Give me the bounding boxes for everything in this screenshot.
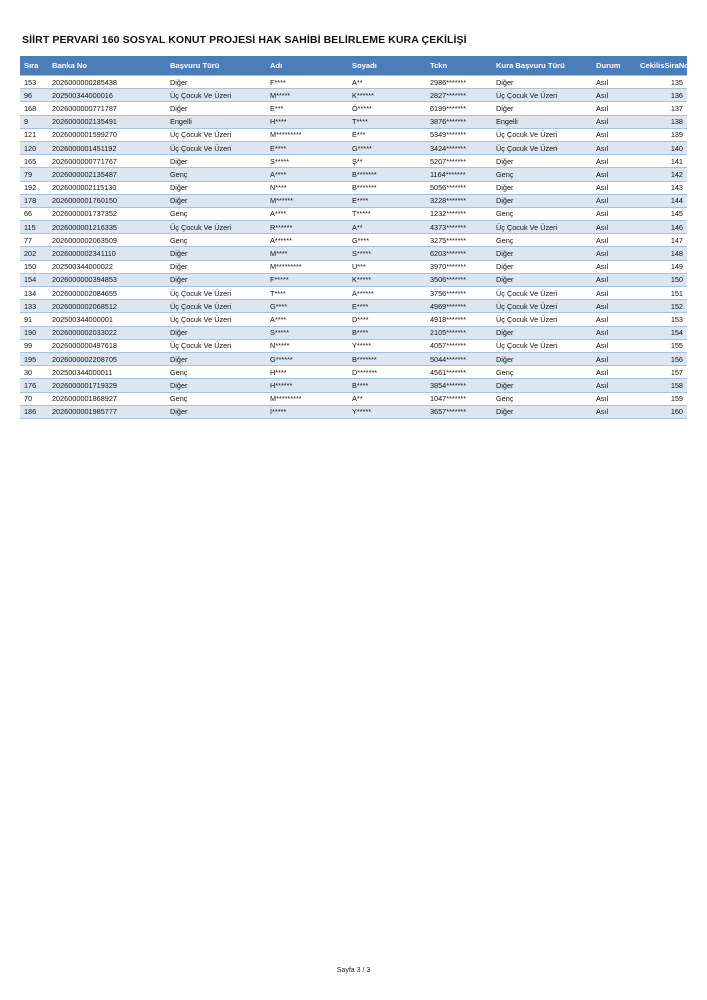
- column-header-adi: Adı: [266, 56, 348, 76]
- table-row: [20, 405, 687, 418]
- cell-kura-basvuru-turu: Üç Çocuk Ve Üzeri: [492, 221, 592, 234]
- cell-basvuru-turu: Engelli: [166, 115, 266, 128]
- cell-cekilis-sira-no: 158: [636, 379, 687, 392]
- column-header-banka-no: Banka No: [48, 56, 166, 76]
- cell-basvuru-turu: Üç Çocuk Ve Üzeri: [166, 141, 266, 154]
- table-row: [20, 207, 687, 220]
- cell-cekilis-sira-no: 135: [636, 76, 687, 89]
- cell-cekilis-sira-no: 154: [636, 326, 687, 339]
- cell-adi: E***: [266, 102, 348, 115]
- cell-durum: Asıl: [592, 207, 636, 220]
- cell-cekilis-sira-no: 138: [636, 115, 687, 128]
- cell-cekilis-sira-no: 151: [636, 287, 687, 300]
- cell-cekilis-sira-no: 156: [636, 352, 687, 365]
- cell-banka-no: 2026000001760150: [48, 194, 166, 207]
- table-row: [20, 247, 687, 260]
- cell-soyadi: A**: [348, 221, 426, 234]
- cell-kura-basvuru-turu: Diğer: [492, 155, 592, 168]
- cell-durum: Asıl: [592, 366, 636, 379]
- cell-sira: 192: [20, 181, 48, 194]
- cell-basvuru-turu: Üç Çocuk Ve Üzeri: [166, 339, 266, 352]
- cell-cekilis-sira-no: 147: [636, 234, 687, 247]
- cell-basvuru-turu: Diğer: [166, 181, 266, 194]
- cell-banka-no: 2026000000771767: [48, 155, 166, 168]
- cell-banka-no: 2026000000497618: [48, 339, 166, 352]
- cell-durum: Asıl: [592, 155, 636, 168]
- cell-basvuru-turu: Diğer: [166, 326, 266, 339]
- column-header-tckn: Tckn: [426, 56, 492, 76]
- cell-basvuru-turu: Diğer: [166, 260, 266, 273]
- cell-tckn: 2827*******: [426, 89, 492, 102]
- table-row: [20, 194, 687, 207]
- column-header-basvuru-turu: Başvuru Türü: [166, 56, 266, 76]
- page-title: SİİRT PERVARİ 160 SOSYAL KONUT PROJESİ HAK SAHİBİ BELİRLEME KURA ÇEKİLİŞİ: [22, 34, 467, 46]
- cell-adi: T****: [266, 287, 348, 300]
- cell-banka-no: 202500344000016: [48, 89, 166, 102]
- cell-kura-basvuru-turu: Diğer: [492, 273, 592, 286]
- cell-banka-no: 2026000001868927: [48, 392, 166, 405]
- cell-tckn: 4057*******: [426, 339, 492, 352]
- cell-adi: G******: [266, 352, 348, 365]
- cell-kura-basvuru-turu: Üç Çocuk Ve Üzeri: [492, 313, 592, 326]
- table-row: [20, 168, 687, 181]
- cell-banka-no: 2026000002063509: [48, 234, 166, 247]
- cell-banka-no: 2026000002135487: [48, 168, 166, 181]
- cell-tckn: 3228*******: [426, 194, 492, 207]
- cell-soyadi: B*******: [348, 352, 426, 365]
- cell-durum: Asıl: [592, 313, 636, 326]
- cell-soyadi: D*******: [348, 366, 426, 379]
- cell-sira: 120: [20, 141, 48, 154]
- cell-sira: 30: [20, 366, 48, 379]
- cell-banka-no: 2026000002135491: [48, 115, 166, 128]
- cell-adi: R******: [266, 221, 348, 234]
- cell-tckn: 6199*******: [426, 102, 492, 115]
- cell-sira: 190: [20, 326, 48, 339]
- cell-adi: A******: [266, 234, 348, 247]
- cell-soyadi: T****: [348, 115, 426, 128]
- cell-tckn: 3854*******: [426, 379, 492, 392]
- table-row: [20, 76, 687, 89]
- table-row: [20, 352, 687, 365]
- cell-soyadi: B*******: [348, 168, 426, 181]
- cell-kura-basvuru-turu: Diğer: [492, 194, 592, 207]
- cell-adi: A****: [266, 168, 348, 181]
- cell-adi: H****: [266, 366, 348, 379]
- table-row: [20, 260, 687, 273]
- table-row: [20, 392, 687, 405]
- cell-basvuru-turu: Üç Çocuk Ve Üzeri: [166, 287, 266, 300]
- cell-kura-basvuru-turu: Üç Çocuk Ve Üzeri: [492, 339, 592, 352]
- cell-basvuru-turu: Üç Çocuk Ve Üzeri: [166, 300, 266, 313]
- cell-adi: N*****: [266, 339, 348, 352]
- cell-soyadi: G*****: [348, 141, 426, 154]
- cell-sira: 195: [20, 352, 48, 365]
- cell-kura-basvuru-turu: Genç: [492, 207, 592, 220]
- cell-cekilis-sira-no: 159: [636, 392, 687, 405]
- cell-banka-no: 2026000001599270: [48, 128, 166, 141]
- cell-cekilis-sira-no: 139: [636, 128, 687, 141]
- page-footer: Sayfa 3 / 3: [336, 967, 371, 974]
- table-row: [20, 89, 687, 102]
- cell-durum: Asıl: [592, 260, 636, 273]
- cell-tckn: 3506*******: [426, 273, 492, 286]
- cell-banka-no: 2026000002208705: [48, 352, 166, 365]
- cell-sira: 96: [20, 89, 48, 102]
- cell-adi: M*********: [266, 260, 348, 273]
- cell-cekilis-sira-no: 141: [636, 155, 687, 168]
- cell-basvuru-turu: Üç Çocuk Ve Üzeri: [166, 221, 266, 234]
- cell-banka-no: 2026000002341110: [48, 247, 166, 260]
- cell-tckn: 3657*******: [426, 405, 492, 418]
- cell-adi: M*********: [266, 128, 348, 141]
- cell-durum: Asıl: [592, 221, 636, 234]
- table-row: [20, 221, 687, 234]
- cell-cekilis-sira-no: 152: [636, 300, 687, 313]
- table-row: [20, 326, 687, 339]
- cell-soyadi: B****: [348, 326, 426, 339]
- cell-banka-no: 2026000001719329: [48, 379, 166, 392]
- cell-banka-no: 202500344000011: [48, 366, 166, 379]
- table-row: [20, 287, 687, 300]
- cell-kura-basvuru-turu: Diğer: [492, 102, 592, 115]
- cell-cekilis-sira-no: 143: [636, 181, 687, 194]
- cell-durum: Asıl: [592, 76, 636, 89]
- cell-sira: 150: [20, 260, 48, 273]
- cell-basvuru-turu: Diğer: [166, 247, 266, 260]
- cell-kura-basvuru-turu: Diğer: [492, 379, 592, 392]
- cell-kura-basvuru-turu: Genç: [492, 392, 592, 405]
- cell-durum: Asıl: [592, 379, 636, 392]
- cell-tckn: 4918*******: [426, 313, 492, 326]
- cell-banka-no: 2026000000771787: [48, 102, 166, 115]
- cell-adi: İ*****: [266, 405, 348, 418]
- cell-kura-basvuru-turu: Diğer: [492, 326, 592, 339]
- cell-kura-basvuru-turu: Genç: [492, 366, 592, 379]
- cell-sira: 121: [20, 128, 48, 141]
- cell-soyadi: Y*****: [348, 405, 426, 418]
- cell-kura-basvuru-turu: Diğer: [492, 405, 592, 418]
- cell-sira: 153: [20, 76, 48, 89]
- cell-cekilis-sira-no: 144: [636, 194, 687, 207]
- table-body: [20, 76, 687, 419]
- cell-basvuru-turu: Diğer: [166, 194, 266, 207]
- cell-sira: 154: [20, 273, 48, 286]
- cell-tckn: 5207*******: [426, 155, 492, 168]
- cell-soyadi: Ö*****: [348, 102, 426, 115]
- cell-kura-basvuru-turu: Genç: [492, 234, 592, 247]
- cell-kura-basvuru-turu: Üç Çocuk Ve Üzeri: [492, 287, 592, 300]
- cell-sira: 202: [20, 247, 48, 260]
- cell-adi: A****: [266, 313, 348, 326]
- cell-banka-no: 2026000000394853: [48, 273, 166, 286]
- cell-durum: Asıl: [592, 247, 636, 260]
- cell-tckn: 4969*******: [426, 300, 492, 313]
- cell-soyadi: K******: [348, 89, 426, 102]
- cell-durum: Asıl: [592, 128, 636, 141]
- cell-durum: Asıl: [592, 141, 636, 154]
- table-row: [20, 102, 687, 115]
- cell-adi: H******: [266, 379, 348, 392]
- cell-soyadi: K*****: [348, 273, 426, 286]
- cell-soyadi: Ş**: [348, 155, 426, 168]
- table-row: [20, 155, 687, 168]
- cell-durum: Asıl: [592, 405, 636, 418]
- table-header: [20, 56, 687, 76]
- cell-basvuru-turu: Diğer: [166, 102, 266, 115]
- cell-durum: Asıl: [592, 102, 636, 115]
- cell-tckn: 3970*******: [426, 260, 492, 273]
- cell-banka-no: 2026000002033022: [48, 326, 166, 339]
- cell-durum: Asıl: [592, 168, 636, 181]
- cell-soyadi: B****: [348, 379, 426, 392]
- cell-sira: 91: [20, 313, 48, 326]
- cell-basvuru-turu: Diğer: [166, 379, 266, 392]
- cell-banka-no: 2026000001985777: [48, 405, 166, 418]
- cell-kura-basvuru-turu: Diğer: [492, 76, 592, 89]
- cell-banka-no: 2026000000285438: [48, 76, 166, 89]
- cell-basvuru-turu: Diğer: [166, 273, 266, 286]
- cell-cekilis-sira-no: 160: [636, 405, 687, 418]
- cell-soyadi: E****: [348, 300, 426, 313]
- cell-basvuru-turu: Genç: [166, 366, 266, 379]
- cell-cekilis-sira-no: 150: [636, 273, 687, 286]
- cell-kura-basvuru-turu: Diğer: [492, 181, 592, 194]
- cell-banka-no: 2026000001737352: [48, 207, 166, 220]
- cell-banka-no: 202500344000022: [48, 260, 166, 273]
- cell-durum: Asıl: [592, 287, 636, 300]
- column-header-sira: Sıra: [20, 56, 48, 76]
- cell-sira: 115: [20, 221, 48, 234]
- cell-basvuru-turu: Genç: [166, 392, 266, 405]
- cell-banka-no: 2026000001451192: [48, 141, 166, 154]
- cell-cekilis-sira-no: 140: [636, 141, 687, 154]
- table-row: [20, 181, 687, 194]
- cell-tckn: 5349*******: [426, 128, 492, 141]
- cell-soyadi: E***: [348, 128, 426, 141]
- cell-tckn: 6203*******: [426, 247, 492, 260]
- cell-tckn: 4373*******: [426, 221, 492, 234]
- cell-durum: Asıl: [592, 392, 636, 405]
- cell-cekilis-sira-no: 142: [636, 168, 687, 181]
- cell-cekilis-sira-no: 145: [636, 207, 687, 220]
- cell-basvuru-turu: Diğer: [166, 405, 266, 418]
- cell-basvuru-turu: Genç: [166, 234, 266, 247]
- cell-adi: S*****: [266, 326, 348, 339]
- cell-kura-basvuru-turu: Üç Çocuk Ve Üzeri: [492, 89, 592, 102]
- cell-adi: M*****: [266, 89, 348, 102]
- table-row: [20, 234, 687, 247]
- cell-banka-no: 2026000002084655: [48, 287, 166, 300]
- cell-durum: Asıl: [592, 339, 636, 352]
- cell-adi: H****: [266, 115, 348, 128]
- cell-banka-no: 2026000002068512: [48, 300, 166, 313]
- table-row: [20, 115, 687, 128]
- cell-kura-basvuru-turu: Diğer: [492, 260, 592, 273]
- cell-sira: 133: [20, 300, 48, 313]
- cell-basvuru-turu: Üç Çocuk Ve Üzeri: [166, 89, 266, 102]
- cell-kura-basvuru-turu: Genç: [492, 168, 592, 181]
- cell-kura-basvuru-turu: Diğer: [492, 247, 592, 260]
- cell-sira: 168: [20, 102, 48, 115]
- cell-adi: M******: [266, 194, 348, 207]
- cell-durum: Asıl: [592, 352, 636, 365]
- cell-sira: 66: [20, 207, 48, 220]
- cell-adi: F*****: [266, 273, 348, 286]
- cell-cekilis-sira-no: 149: [636, 260, 687, 273]
- cell-sira: 165: [20, 155, 48, 168]
- cell-banka-no: 2026000001216335: [48, 221, 166, 234]
- cell-soyadi: G****: [348, 234, 426, 247]
- cell-soyadi: E****: [348, 194, 426, 207]
- cell-durum: Asıl: [592, 273, 636, 286]
- table-row: [20, 313, 687, 326]
- table-row: [20, 141, 687, 154]
- column-header-durum: Durum: [592, 56, 636, 76]
- cell-sira: 134: [20, 287, 48, 300]
- cell-durum: Asıl: [592, 181, 636, 194]
- cell-cekilis-sira-no: 146: [636, 221, 687, 234]
- cell-soyadi: A**: [348, 392, 426, 405]
- cell-durum: Asıl: [592, 89, 636, 102]
- cell-soyadi: S*****: [348, 247, 426, 260]
- cell-adi: F****: [266, 76, 348, 89]
- table-row: [20, 273, 687, 286]
- cell-cekilis-sira-no: 157: [636, 366, 687, 379]
- cell-kura-basvuru-turu: Üç Çocuk Ve Üzeri: [492, 300, 592, 313]
- column-header-kura-basvuru-turu: Kura Başvuru Türü: [492, 56, 592, 76]
- cell-soyadi: T*****: [348, 207, 426, 220]
- cell-adi: S*****: [266, 155, 348, 168]
- cell-soyadi: A**: [348, 76, 426, 89]
- cell-durum: Asıl: [592, 234, 636, 247]
- cell-adi: N****: [266, 181, 348, 194]
- cell-durum: Asıl: [592, 326, 636, 339]
- cell-tckn: 1047*******: [426, 392, 492, 405]
- cell-sira: 178: [20, 194, 48, 207]
- cell-adi: M****: [266, 247, 348, 260]
- cell-cekilis-sira-no: 136: [636, 89, 687, 102]
- column-header-soyadi: Soyadı: [348, 56, 426, 76]
- table-row: [20, 339, 687, 352]
- cell-tckn: 2986*******: [426, 76, 492, 89]
- cell-basvuru-turu: Diğer: [166, 352, 266, 365]
- cell-banka-no: 202500344000001: [48, 313, 166, 326]
- cell-basvuru-turu: Üç Çocuk Ve Üzeri: [166, 313, 266, 326]
- cell-basvuru-turu: Diğer: [166, 155, 266, 168]
- cell-tckn: 3275*******: [426, 234, 492, 247]
- cell-adi: M*********: [266, 392, 348, 405]
- table-row: [20, 128, 687, 141]
- cell-sira: 186: [20, 405, 48, 418]
- cell-sira: 176: [20, 379, 48, 392]
- column-header-cekilis-sira-no: CekilisSiraNo: [636, 56, 687, 76]
- cell-cekilis-sira-no: 155: [636, 339, 687, 352]
- cell-tckn: 3876*******: [426, 115, 492, 128]
- cell-cekilis-sira-no: 153: [636, 313, 687, 326]
- cell-soyadi: A******: [348, 287, 426, 300]
- cell-sira: 99: [20, 339, 48, 352]
- cell-sira: 9: [20, 115, 48, 128]
- cell-kura-basvuru-turu: Diğer: [492, 352, 592, 365]
- cell-tckn: 1232*******: [426, 207, 492, 220]
- cell-kura-basvuru-turu: Engelli: [492, 115, 592, 128]
- cell-durum: Asıl: [592, 194, 636, 207]
- cell-tckn: 3424*******: [426, 141, 492, 154]
- cell-soyadi: B*******: [348, 181, 426, 194]
- cell-sira: 77: [20, 234, 48, 247]
- table-header-row: [20, 56, 687, 76]
- cell-soyadi: Y*****: [348, 339, 426, 352]
- cell-tckn: 3756*******: [426, 287, 492, 300]
- cell-cekilis-sira-no: 137: [636, 102, 687, 115]
- cell-cekilis-sira-no: 148: [636, 247, 687, 260]
- cell-kura-basvuru-turu: Üç Çocuk Ve Üzeri: [492, 141, 592, 154]
- cell-tckn: 4561*******: [426, 366, 492, 379]
- cell-adi: G****: [266, 300, 348, 313]
- cell-basvuru-turu: Diğer: [166, 76, 266, 89]
- cell-adi: A****: [266, 207, 348, 220]
- cell-sira: 79: [20, 168, 48, 181]
- kura-results-table: [20, 56, 687, 419]
- table-row: [20, 300, 687, 313]
- cell-basvuru-turu: Genç: [166, 168, 266, 181]
- cell-tckn: 5044*******: [426, 352, 492, 365]
- cell-soyadi: U***: [348, 260, 426, 273]
- cell-tckn: 1164*******: [426, 168, 492, 181]
- cell-tckn: 5056*******: [426, 181, 492, 194]
- cell-banka-no: 2026000002115130: [48, 181, 166, 194]
- cell-kura-basvuru-turu: Üç Çocuk Ve Üzeri: [492, 128, 592, 141]
- cell-sira: 70: [20, 392, 48, 405]
- cell-soyadi: D****: [348, 313, 426, 326]
- cell-durum: Asıl: [592, 115, 636, 128]
- cell-durum: Asıl: [592, 300, 636, 313]
- cell-basvuru-turu: Üç Çocuk Ve Üzeri: [166, 128, 266, 141]
- cell-basvuru-turu: Genç: [166, 207, 266, 220]
- cell-adi: E****: [266, 141, 348, 154]
- cell-tckn: 2105*******: [426, 326, 492, 339]
- table-row: [20, 366, 687, 379]
- table-row: [20, 379, 687, 392]
